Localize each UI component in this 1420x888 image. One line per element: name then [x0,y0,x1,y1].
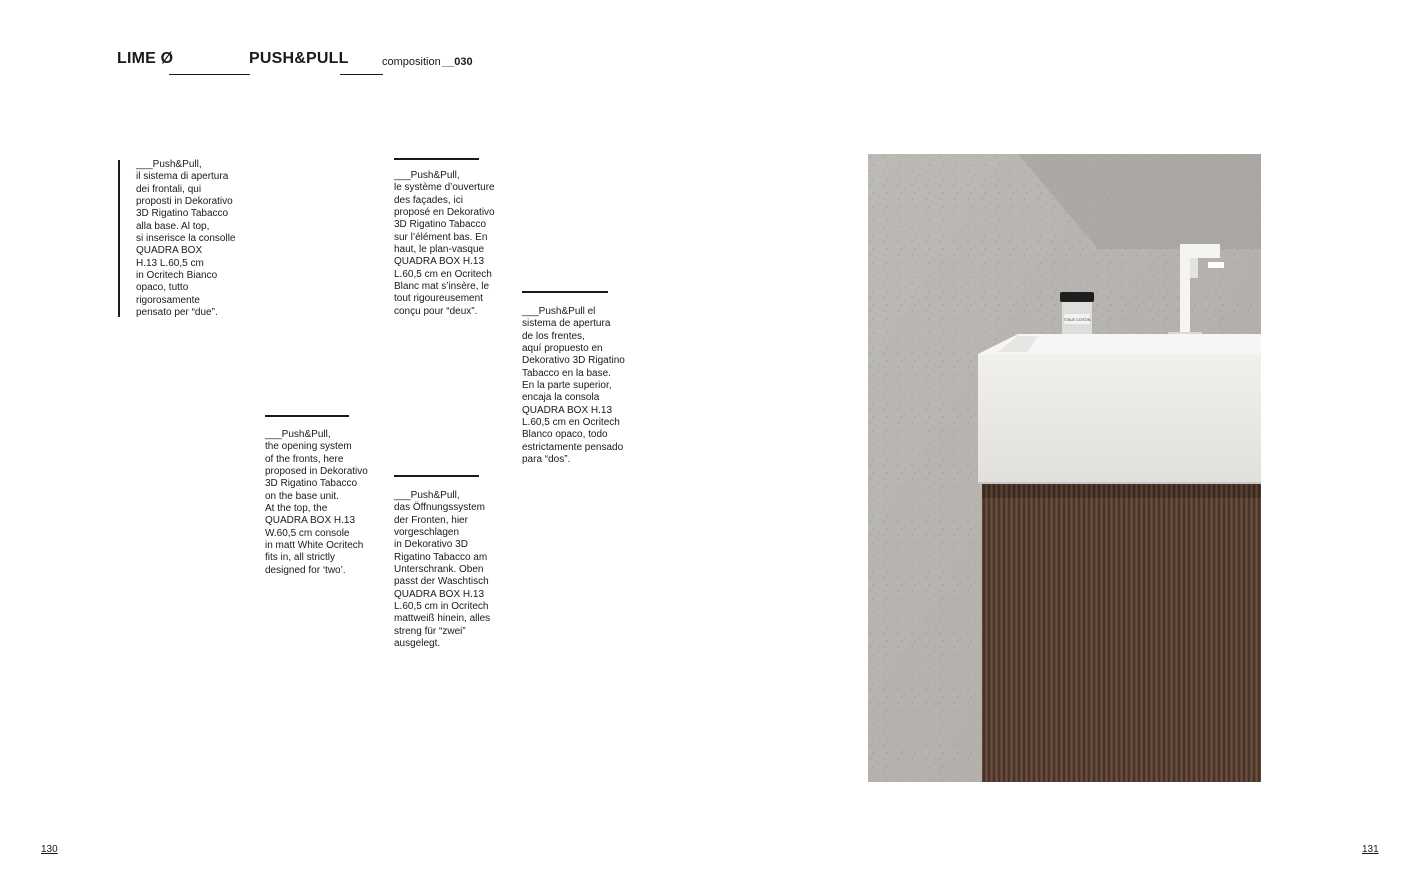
basin [978,354,1261,484]
text-german: ___Push&Pull, das Öffnungssystem der Fronten, hier vorgeschlagen in Dekorativo 3D Rigatino Tabacco am Unterschrank. Oben passt der Waschtisch QUADRA BOX H.13 L.60,5 cm in Ocritech mattweiß hinein, alles streng für “zwei” ausgelegt. [394,490,491,650]
jar-icon [1060,292,1094,336]
page-number-left: 130 [41,844,58,855]
page-number-right: 131 [1362,844,1379,855]
bathroom-vanity-illustration [868,154,1261,782]
jar-label: TOILE COTON [1063,317,1091,322]
product-photo [868,154,1261,782]
column-rule [522,291,608,293]
column-rule [265,415,349,417]
text-english: ___Push&Pull, the opening system of the fronts, here proposed in Dekorativo 3D Rigatino Tabacco on the base unit. At the top, the QUADRA BOX H.13 W.60,5 cm console in matt White Ocritech fits in, all strictly designed for ‘two’. [265,429,368,576]
column-rule [394,158,479,160]
column-rule [118,160,120,317]
model-name: LIME Ø [117,50,174,67]
composition-label: composition [382,56,441,68]
header-divider [340,74,383,75]
system-name: PUSH&PULL [249,50,349,67]
header-divider [169,74,250,75]
text-spanish: ___Push&Pull el sistema de apertura de los frentes, aquí propuesto en Dekorativo 3D Rigatino Tabacco en la base. En la parte superior, encaja la consola QUADRA BOX H.13 L.60,5 cm en Ocritech Blanco opaco, todo estrictamente pensado para “dos”. [522,306,625,466]
column-rule [394,475,479,477]
text-italian: ___Push&Pull, il sistema di apertura dei frontali, qui proposti in Dekorativo 3D Rigatino Tabacco alla base. Al top, si inserisce la consolle QUADRA BOX H.13 L.60,5 cm in Ocritech Bianco opaco, tutto rigorosamente pensato per “due”. [136,159,236,319]
composition-code: __030 [442,56,473,68]
wood-cabinet [982,484,1261,782]
text-french: ___Push&Pull, le système d’ouverture des façades, ici proposé en Dekorativo 3D Rigatino Tabacco sur l’élément bas. En haut, le plan-vasque QUADRA BOX H.13 L.60,5 cm en Ocritech Blanc mat s’insère, le tout rigoureusement conçu pour “deux”. [394,170,495,317]
